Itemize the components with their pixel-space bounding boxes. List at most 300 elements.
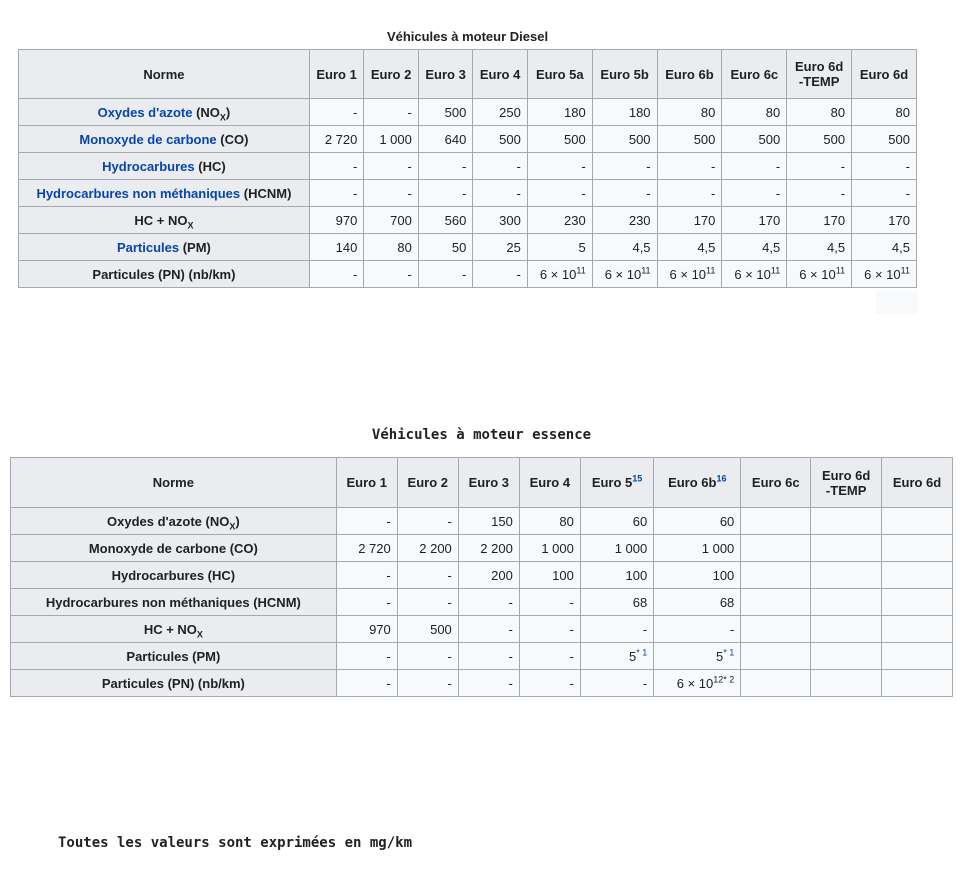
cell-value: 500 xyxy=(444,104,467,120)
pollutant-link[interactable]: Monoxyde de carbone xyxy=(79,131,217,147)
table-scroll-area xyxy=(876,291,917,314)
table-cell xyxy=(722,207,787,234)
cell-value: 80 xyxy=(895,104,910,120)
diesel-row-label xyxy=(19,180,310,207)
table-cell xyxy=(852,180,917,207)
cell-value: - xyxy=(646,158,651,174)
table-row xyxy=(19,261,917,288)
essence-header-label: Euro 3 xyxy=(468,475,510,490)
pollutant-name: Particules (PN) (nb/km) xyxy=(101,675,245,691)
diesel-header-label: Euro 6b xyxy=(665,66,714,82)
cell-value: 4,5 xyxy=(632,239,651,255)
cell-value: 700 xyxy=(390,212,412,228)
cell-value: - xyxy=(508,675,513,691)
table-cell xyxy=(473,261,528,288)
cell-value: 2 720 xyxy=(358,540,391,556)
cell-value: - xyxy=(508,594,513,610)
pollutant-abbrev-end: ) xyxy=(225,104,231,120)
cell-value: - xyxy=(447,648,452,664)
cell-value: - xyxy=(905,185,910,201)
cell-value: - xyxy=(407,266,412,282)
reference-link[interactable]: 15 xyxy=(632,473,643,484)
cell-value: - xyxy=(516,158,521,174)
cell-value: 230 xyxy=(628,212,651,228)
table-cell xyxy=(397,670,458,697)
exponent: 11 xyxy=(706,265,716,276)
table-cell xyxy=(580,562,653,589)
table-cell xyxy=(418,153,473,180)
table-cell xyxy=(580,616,653,643)
pollutant-abbrev-end: ) xyxy=(235,513,240,529)
essence-emissions-table xyxy=(10,457,953,697)
table-cell xyxy=(722,153,787,180)
table-cell xyxy=(657,234,722,261)
cell-value: 170 xyxy=(823,212,846,228)
essence-header-col xyxy=(654,458,741,508)
diesel-header-col xyxy=(852,50,917,99)
table-cell xyxy=(852,234,917,261)
exponent: 12* 2 xyxy=(713,674,735,685)
table-cell xyxy=(811,589,882,616)
diesel-row-label xyxy=(19,153,310,180)
cell-value: 640 xyxy=(444,131,467,147)
reference-link[interactable]: 16 xyxy=(716,473,727,484)
diesel-header-label: Euro 5b xyxy=(600,66,649,82)
cell-value: - xyxy=(447,594,452,610)
cell-value: 2 720 xyxy=(324,131,358,147)
table-cell xyxy=(722,234,787,261)
table-cell xyxy=(473,153,528,180)
table-cell xyxy=(811,670,882,697)
essence-table-body xyxy=(11,508,953,697)
cell-value: - xyxy=(516,185,521,201)
exponent: 11 xyxy=(835,265,846,276)
table-cell xyxy=(397,535,458,562)
cell-value: - xyxy=(775,185,781,201)
cell-value: - xyxy=(840,185,846,201)
essence-header-label: Euro 6c xyxy=(751,475,800,490)
table-cell xyxy=(882,535,953,562)
table-cell xyxy=(592,234,657,261)
table-cell xyxy=(741,670,811,697)
cell-value: 200 xyxy=(491,567,513,583)
table-cell xyxy=(336,508,397,535)
cell-value: 60 xyxy=(719,513,735,529)
cell-value: 140 xyxy=(335,239,358,255)
cell-value: - xyxy=(462,185,467,201)
table-cell xyxy=(654,643,741,670)
cell-value: 170 xyxy=(758,212,781,228)
table-cell xyxy=(458,562,519,589)
table-cell xyxy=(309,153,364,180)
cell-value: 150 xyxy=(491,513,513,529)
cell-value: 50 xyxy=(451,239,467,255)
cell-value: - xyxy=(447,567,452,583)
exponent: 11 xyxy=(576,265,586,276)
subscript: X xyxy=(196,629,203,640)
diesel-header-label: Euro 6c xyxy=(730,66,779,82)
cell-value: - xyxy=(508,648,513,664)
table-cell xyxy=(592,126,657,153)
cell-value: - xyxy=(711,158,716,174)
diesel-header-col xyxy=(527,50,592,99)
table-cell xyxy=(519,643,580,670)
table-cell xyxy=(654,589,741,616)
table-cell xyxy=(787,99,852,126)
diesel-header-col xyxy=(309,50,364,99)
pollutant-name: Hydrocarbures non méthaniques (HCNM) xyxy=(45,594,301,610)
cell-value: 970 xyxy=(369,621,391,637)
table-cell xyxy=(364,234,419,261)
cell-value: 1 000 xyxy=(701,540,735,556)
cell-value: - xyxy=(516,266,521,282)
essence-table-caption: Véhicules à moteur essence xyxy=(371,427,592,443)
cell-value: 1 000 xyxy=(614,540,648,556)
cell-value: 6 × 10 xyxy=(799,266,836,282)
cell-value: 6 × 10 xyxy=(864,266,901,282)
table-cell xyxy=(811,562,882,589)
table-cell xyxy=(654,562,741,589)
cell-value: 5 xyxy=(629,648,637,664)
table-cell xyxy=(364,153,419,180)
essence-header-label: Euro 2 xyxy=(407,475,449,490)
cell-value: 60 xyxy=(632,513,648,529)
table-cell xyxy=(309,126,364,153)
cell-value: 500 xyxy=(888,131,910,147)
cell-value: - xyxy=(407,104,412,120)
cell-value: 80 xyxy=(830,104,846,120)
diesel-header-col xyxy=(592,50,657,99)
pollutant-link[interactable]: Hydrocarbures xyxy=(102,158,195,174)
essence-header-col xyxy=(397,458,458,508)
pollutant-abbrev: (HCNM) xyxy=(240,185,292,201)
diesel-header-label: Euro 3 xyxy=(425,66,466,82)
table-cell xyxy=(309,261,364,288)
table-cell xyxy=(580,670,653,697)
essence-row-label xyxy=(11,616,337,643)
table-cell xyxy=(364,99,419,126)
table-cell xyxy=(852,126,917,153)
diesel-header-col xyxy=(418,50,473,99)
table-cell xyxy=(397,643,458,670)
units-note: Toutes les valeurs sont exprimées en mg/km xyxy=(58,835,413,851)
cell-value: 6 × 10 xyxy=(604,266,642,282)
table-cell xyxy=(418,180,473,207)
table-cell xyxy=(787,180,852,207)
cell-value: - xyxy=(447,513,452,529)
cell-value: 180 xyxy=(564,104,586,120)
table-cell xyxy=(458,643,519,670)
cell-value: - xyxy=(711,185,716,201)
table-cell xyxy=(654,670,741,697)
cell-value: 4,5 xyxy=(891,239,910,255)
cell-value: 5 xyxy=(716,648,724,664)
diesel-table-body xyxy=(19,99,917,288)
table-cell xyxy=(336,670,397,697)
cell-value: 100 xyxy=(712,567,735,583)
diesel-emissions-table xyxy=(18,49,917,288)
essence-header-label: Euro 6b xyxy=(668,475,717,490)
pollutant-name: Particules (PN) (nb/km) xyxy=(92,266,236,282)
diesel-header-label: Euro 6d xyxy=(794,59,844,74)
cell-value: 2 200 xyxy=(480,540,513,556)
table-cell xyxy=(654,616,741,643)
table-cell xyxy=(592,99,657,126)
cell-value: - xyxy=(462,266,467,282)
table-row xyxy=(19,153,917,180)
pollutant-link[interactable]: Hydrocarbures non méthaniques xyxy=(36,185,241,201)
table-cell xyxy=(657,180,722,207)
diesel-header-col xyxy=(364,50,419,99)
table-cell xyxy=(336,535,397,562)
table-cell xyxy=(519,589,580,616)
cell-value: 300 xyxy=(499,212,521,228)
table-cell xyxy=(882,616,953,643)
table-cell xyxy=(473,207,528,234)
table-cell xyxy=(852,99,917,126)
table-cell xyxy=(336,562,397,589)
subscript: X xyxy=(219,112,226,123)
pollutant-abbrev: (NO xyxy=(192,104,220,120)
cell-value: - xyxy=(407,185,412,201)
subscript: X xyxy=(229,521,236,532)
table-cell xyxy=(882,589,953,616)
cell-value: - xyxy=(905,158,910,174)
table-cell xyxy=(741,535,811,562)
diesel-row-label xyxy=(19,99,310,126)
cell-value: - xyxy=(581,158,586,174)
cell-value: - xyxy=(386,513,391,529)
table-cell xyxy=(527,126,592,153)
essence-row-label xyxy=(11,643,337,670)
cell-value: - xyxy=(353,104,358,120)
cell-value: 80 xyxy=(700,104,716,120)
cell-value: 180 xyxy=(628,104,651,120)
table-cell xyxy=(397,562,458,589)
table-cell xyxy=(397,508,458,535)
table-row xyxy=(11,535,953,562)
table-cell xyxy=(852,153,917,180)
diesel-header-row xyxy=(19,50,917,99)
exponent: 11 xyxy=(900,265,910,276)
cell-value: - xyxy=(386,648,391,664)
pollutant-link[interactable]: Particules xyxy=(116,239,180,255)
cell-value: 68 xyxy=(632,594,648,610)
table-cell xyxy=(882,508,953,535)
note-reference[interactable]: * 1 xyxy=(636,647,648,658)
table-cell xyxy=(336,616,397,643)
note-reference[interactable]: * 1 xyxy=(723,647,735,658)
table-cell xyxy=(654,508,741,535)
diesel-header-label: Euro 4 xyxy=(479,66,521,82)
essence-header-norme: Norme xyxy=(11,458,337,508)
essence-header-col xyxy=(519,458,580,508)
table-cell xyxy=(592,153,657,180)
table-cell xyxy=(309,180,364,207)
cell-value: - xyxy=(569,675,574,691)
table-cell xyxy=(418,207,473,234)
cell-value: 100 xyxy=(625,567,648,583)
table-cell xyxy=(519,670,580,697)
table-row xyxy=(19,180,917,207)
table-cell xyxy=(882,643,953,670)
table-cell xyxy=(519,616,580,643)
cell-value: 6 × 10 xyxy=(539,266,577,282)
cell-value: - xyxy=(353,185,358,201)
pollutant-name: Hydrocarbures (HC) xyxy=(111,567,236,583)
table-cell xyxy=(592,180,657,207)
cell-value: - xyxy=(840,158,846,174)
cell-value: 4,5 xyxy=(762,239,781,255)
cell-value: - xyxy=(775,158,781,174)
table-cell xyxy=(527,234,592,261)
essence-header-label: Euro 6d xyxy=(892,475,942,490)
cell-value: 250 xyxy=(499,104,521,120)
table-cell xyxy=(580,535,653,562)
table-cell xyxy=(741,643,811,670)
diesel-header-label: Euro 5a xyxy=(535,66,584,82)
table-cell xyxy=(364,207,419,234)
table-cell xyxy=(722,261,787,288)
table-cell xyxy=(657,153,722,180)
diesel-header-col xyxy=(657,50,722,99)
table-cell xyxy=(741,508,811,535)
essence-header-label: Euro 6d xyxy=(821,467,871,483)
cell-value: - xyxy=(729,621,735,637)
exponent: 11 xyxy=(770,265,781,276)
cell-value: 6 × 10 xyxy=(669,266,707,282)
cell-value: 5 xyxy=(578,239,586,255)
cell-value: 500 xyxy=(430,621,452,637)
table-cell xyxy=(458,670,519,697)
exponent: 11 xyxy=(641,265,651,276)
diesel-row-label xyxy=(19,126,310,153)
table-row xyxy=(19,126,917,153)
table-cell xyxy=(657,99,722,126)
pollutant-name: Particules (PM) xyxy=(126,648,221,664)
diesel-header-label: Euro 1 xyxy=(316,66,357,82)
table-cell xyxy=(458,508,519,535)
essence-header-label: Euro 1 xyxy=(346,475,387,490)
cell-value: 500 xyxy=(758,131,781,147)
table-cell xyxy=(473,126,528,153)
pollutant-link[interactable]: Oxydes d'azote xyxy=(97,104,193,120)
essence-header-col xyxy=(458,458,519,508)
table-cell xyxy=(654,535,741,562)
cell-value: 170 xyxy=(888,212,910,228)
cell-value: - xyxy=(569,594,574,610)
table-row xyxy=(11,562,953,589)
cell-value: - xyxy=(447,675,452,691)
table-cell xyxy=(527,261,592,288)
cell-value: 560 xyxy=(444,212,467,228)
diesel-table-caption: Véhicules à moteur Diesel xyxy=(386,29,549,44)
table-cell xyxy=(580,589,653,616)
table-cell xyxy=(519,508,580,535)
table-cell xyxy=(473,180,528,207)
table-cell xyxy=(787,207,852,234)
cell-value: 25 xyxy=(506,239,521,255)
table-cell xyxy=(309,234,364,261)
table-cell xyxy=(473,99,528,126)
table-cell xyxy=(882,562,953,589)
diesel-row-label xyxy=(19,261,310,288)
table-cell xyxy=(397,589,458,616)
pollutant-name: HC + NO xyxy=(143,621,197,637)
cell-value: 500 xyxy=(693,131,716,147)
table-row xyxy=(19,234,917,261)
table-cell xyxy=(309,207,364,234)
table-row xyxy=(19,99,917,126)
essence-header-col xyxy=(811,458,882,508)
table-cell xyxy=(527,153,592,180)
table-cell xyxy=(309,99,364,126)
table-cell xyxy=(811,508,882,535)
cell-value: 500 xyxy=(628,131,651,147)
cell-value: - xyxy=(386,594,391,610)
table-row xyxy=(11,670,953,697)
cell-value: 4,5 xyxy=(697,239,716,255)
cell-value: 80 xyxy=(397,239,412,255)
cell-value: 80 xyxy=(559,513,574,529)
table-cell xyxy=(657,126,722,153)
diesel-row-label xyxy=(19,207,310,234)
table-cell xyxy=(397,616,458,643)
cell-value: 970 xyxy=(335,212,358,228)
cell-value: - xyxy=(642,621,648,637)
cell-value: 6 × 10 xyxy=(676,675,714,691)
table-cell xyxy=(722,180,787,207)
table-cell xyxy=(458,535,519,562)
essence-row-label xyxy=(11,508,337,535)
table-cell xyxy=(336,643,397,670)
pollutant-abbrev: (CO) xyxy=(216,131,249,147)
diesel-header-col xyxy=(787,50,852,99)
table-cell xyxy=(852,261,917,288)
pollutant-name: Monoxyde de carbone (CO) xyxy=(88,540,258,556)
table-cell xyxy=(364,180,419,207)
cell-value: - xyxy=(508,621,513,637)
table-cell xyxy=(580,508,653,535)
essence-row-label xyxy=(11,589,337,616)
table-cell xyxy=(364,261,419,288)
table-cell xyxy=(722,126,787,153)
essence-header-col xyxy=(336,458,397,508)
table-cell xyxy=(580,643,653,670)
essence-header-label: Euro 4 xyxy=(529,475,571,490)
table-cell xyxy=(741,589,811,616)
table-cell xyxy=(722,99,787,126)
cell-value: 1 000 xyxy=(541,540,574,556)
diesel-header-col xyxy=(473,50,528,99)
cell-value: 500 xyxy=(499,131,521,147)
cell-value: - xyxy=(569,648,574,664)
table-cell xyxy=(418,99,473,126)
cell-value: 80 xyxy=(765,104,781,120)
cell-value: 68 xyxy=(719,594,735,610)
table-row xyxy=(11,643,953,670)
table-cell xyxy=(787,126,852,153)
table-cell xyxy=(527,180,592,207)
diesel-row-label xyxy=(19,234,310,261)
table-cell xyxy=(418,261,473,288)
cell-value: - xyxy=(646,185,651,201)
cell-value: 170 xyxy=(693,212,716,228)
pollutant-name: Oxydes d'azote (NO xyxy=(107,513,230,529)
pollutant-abbrev: (HC) xyxy=(194,158,226,174)
table-cell xyxy=(741,616,811,643)
cell-value: - xyxy=(642,675,648,691)
